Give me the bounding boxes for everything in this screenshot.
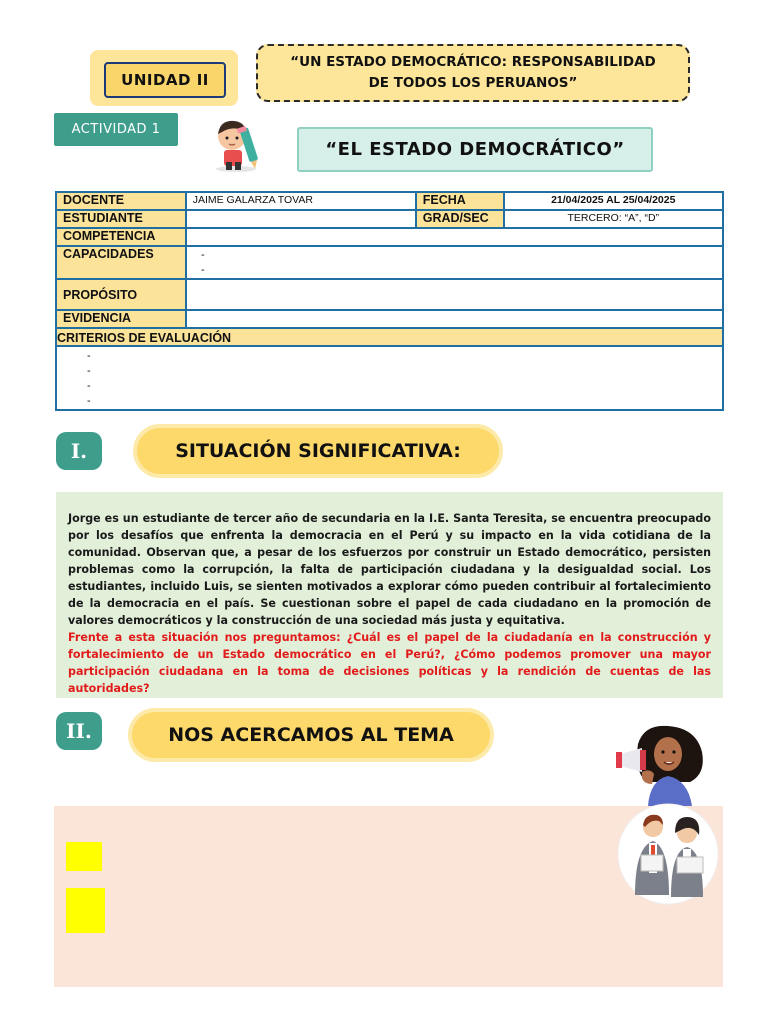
capacidades-list <box>187 247 722 278</box>
table-row <box>57 280 722 311</box>
list-item: - <box>201 264 205 276</box>
criterios-header: CRITERIOS DE EVALUACIÓN <box>57 329 722 347</box>
gradsec-value: TERCERO: “A”, “D” <box>567 212 660 224</box>
section-title-tema: NOS ACERCAMOS AL TEMA <box>132 712 490 758</box>
table-row <box>57 247 722 280</box>
competencia-label: COMPETENCIA <box>57 229 187 245</box>
table-row <box>57 311 722 329</box>
section-title-situacion: SITUACIÓN SIGNIFICATIVA: <box>137 428 499 474</box>
section-number-2: II. <box>56 712 102 750</box>
table-row <box>57 211 722 229</box>
situation-paragraph: Jorge es un estudiante de tercer año de secundaria en la I.E. Santa Teresita, se encuentra preocupado por los desafíos que enfrenta la democracia en el Perú y su impacto en la vida cotidiana de la comunidad. Observan que, a pesar de los esfuerzos por construir un Estado democrático, persisten problemas como la corrupción, la falta de participación ciudadana y la desigualdad social. Los estudiantes, incluido Luis, se sienten motivados a explorar cómo pueden contribuir al fortalecimiento de la democracia en el país. Se cuestionan sobre el papel de cada ciudadano en la promoción de valores democráticos y la construcción de una sociedad más justa y equitativa. <box>68 512 711 627</box>
list-item: - <box>87 380 91 392</box>
section-number-1: I. <box>56 432 102 470</box>
students-reading-illustration <box>617 803 719 905</box>
list-item: - <box>87 365 91 377</box>
unit-badge: UNIDAD II <box>104 62 226 98</box>
capacidades-label: CAPACIDADES <box>57 247 187 278</box>
unit-topic-line1: “UN ESTADO DEMOCRÁTICO: RESPONSABILIDAD <box>290 54 656 70</box>
fecha-label: FECHA <box>415 193 505 209</box>
list-item: - <box>87 350 91 362</box>
info-table <box>55 191 724 411</box>
activity-badge: ACTIVIDAD 1 <box>54 113 178 146</box>
docente-value: JAIME GALARZA TOVAR <box>192 194 313 206</box>
situation-box <box>56 492 723 698</box>
highlight-marker <box>66 888 105 933</box>
gradsec-label: GRAD/SEC <box>415 211 505 227</box>
unit-topic-box <box>256 44 690 102</box>
evidencia-value <box>187 311 722 327</box>
highlight-marker <box>66 842 102 871</box>
list-item: - <box>87 395 91 407</box>
estudiante-label: ESTUDIANTE <box>57 211 187 227</box>
activity-title: “EL ESTADO DEMOCRÁTICO” <box>297 127 653 172</box>
fecha-value: 21/04/2025 AL 25/04/2025 <box>551 194 676 206</box>
student-pencil-illustration <box>208 114 264 172</box>
proposito-value <box>187 280 722 309</box>
table-row <box>57 229 722 247</box>
estudiante-field[interactable] <box>187 211 415 227</box>
evidencia-label: EVIDENCIA <box>57 311 187 327</box>
table-row <box>57 193 722 211</box>
unit-topic-line2: DE TODOS LOS PERUANOS” <box>368 75 578 91</box>
criterios-list <box>57 347 722 409</box>
megaphone-woman-illustration <box>616 722 712 806</box>
competencia-value <box>187 229 722 245</box>
docente-label: DOCENTE <box>57 193 187 209</box>
situation-question: Frente a esta situación nos preguntamos: ¿Cuál es el papel de la ciudadanía en la construcción y fortalecimiento de un Estado democrático en el Perú?, ¿Cómo podemos promover una mayor participación ciudadana en la toma de decisiones políticas y la rendición de cuentas de las autoridades? <box>68 631 711 695</box>
proposito-label: PROPÓSITO <box>57 280 187 309</box>
list-item: - <box>201 249 205 261</box>
